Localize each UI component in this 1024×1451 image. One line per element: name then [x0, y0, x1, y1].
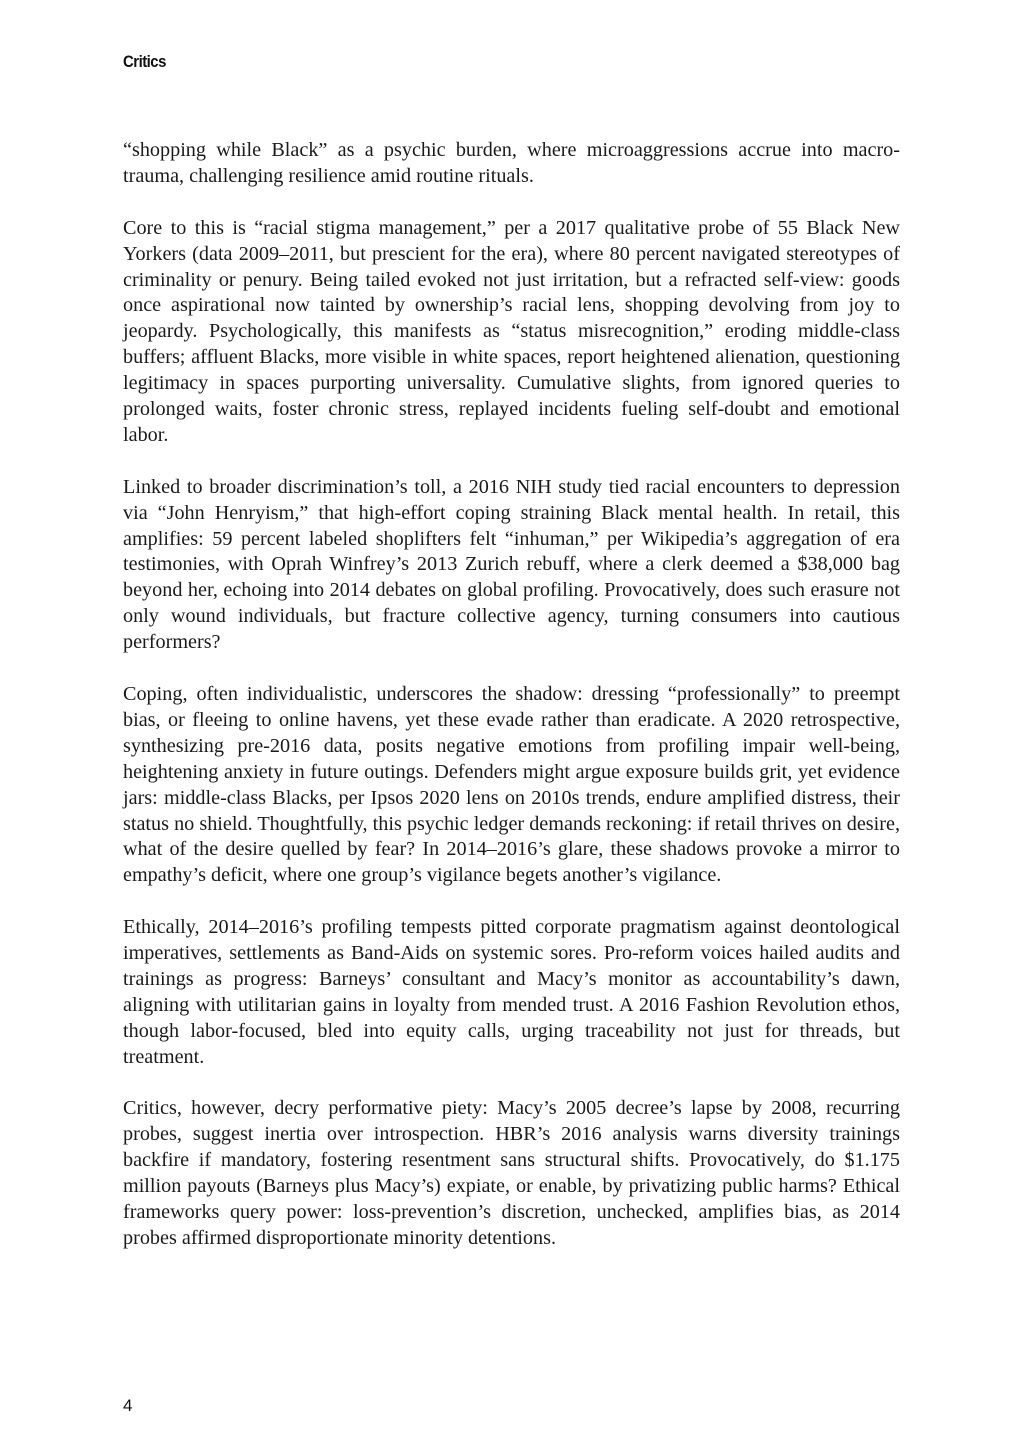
running-header: Critics [123, 52, 166, 71]
paragraph: Core to this is “racial stigma management,” per a 2017 qualitative probe of 55 Black New Yorkers (data 2009–2011, but prescient for the era), where 80 percent navigated stereotypes of criminality or penury. Being tailed evoked not just irritation, but a refracted self-view: goods once aspirational now tainted by ownership’s racial lens, shopping devolving from joy to jeopardy. Psychologically, this manifests as “status misrecognition,” eroding middle-class buffers; affluent Blacks, more visible in white spaces, report heightened alienation, questioning legitimacy in spaces purporting universality. Cumulative slights, from ignored queries to prolonged waits, foster chronic stress, replayed incidents fueling self-doubt and emotional labor. [123, 216, 900, 446]
paragraph: “shopping while Black” as a psychic burden, where microaggressions accrue into macro-trauma, challenging resilience amid routine rituals. [123, 139, 900, 187]
paragraph: Critics, however, decry performative piety: Macy’s 2005 decree’s lapse by 2008, recurring probes, suggest inertia over introspection. HBR’s 2016 analysis warns diversity trainings backfire if mandatory, fostering resentment sans structural shifts. Provocatively, do $1.175 million payouts (Barneys plus Macy’s) expiate, or enable, by privatizing public harms? Ethical frameworks query power: loss-prevention’s discretion, unchecked, amplifies bias, as 2014 probes affirmed disproportionate minority detentions. [123, 1097, 900, 1249]
paragraph: Ethically, 2014–2016’s profiling tempests pitted corporate pragmatism against deontological imperatives, settlements as Band-Aids on systemic sores. Pro-reform voices hailed audits and trainings as progress: Barneys’ consultant and Macy’s monitor as accountability’s dawn, aligning with utilitarian gains in loyalty from mended trust. A 2016 Fashion Revolution ethos, though labor-focused, bled into equity calls, urging traceability not just for threads, but treatment. [123, 916, 900, 1068]
body-text [123, 138, 900, 1278]
page-number: 4 [123, 1396, 133, 1415]
paragraph: Coping, often individualistic, underscores the shadow: dressing “professionally” to preempt bias, or fleeing to online havens, yet these evade rather than eradicate. A 2020 retrospective, synthesizing pre-2016 data, posits negative emotions from profiling impair well-being, heightening anxiety in future outings. Defenders might argue exposure builds grit, yet evidence jars: middle-class Blacks, per Ipsos 2020 lens on 2010s trends, endure amplified distress, their status no shield. Thoughtfully, this psychic ledger demands reckoning: if retail thrives on desire, what of the desire quelled by fear? In 2014–2016’s glare, these shadows provoke a mirror to empathy’s deficit, where one group’s vigilance begets another’s vigilance. [123, 682, 900, 887]
paragraph: Linked to broader discrimination’s toll, a 2016 NIH study tied racial encounters to depression via “John Henryism,” that high-effort coping straining Black mental health. In retail, this amplifies: 59 percent labeled shoplifters felt “inhuman,” per Wikipedia’s aggregation of era testimonies, with Oprah Winfrey’s 2013 Zurich rebuff, where a clerk deemed a $38,000 bag beyond her, echoing into 2014 debates on global profiling. Provocatively, does such erasure not only wound individuals, but fracture collective agency, turning consumers into cautious performers? [123, 475, 900, 654]
